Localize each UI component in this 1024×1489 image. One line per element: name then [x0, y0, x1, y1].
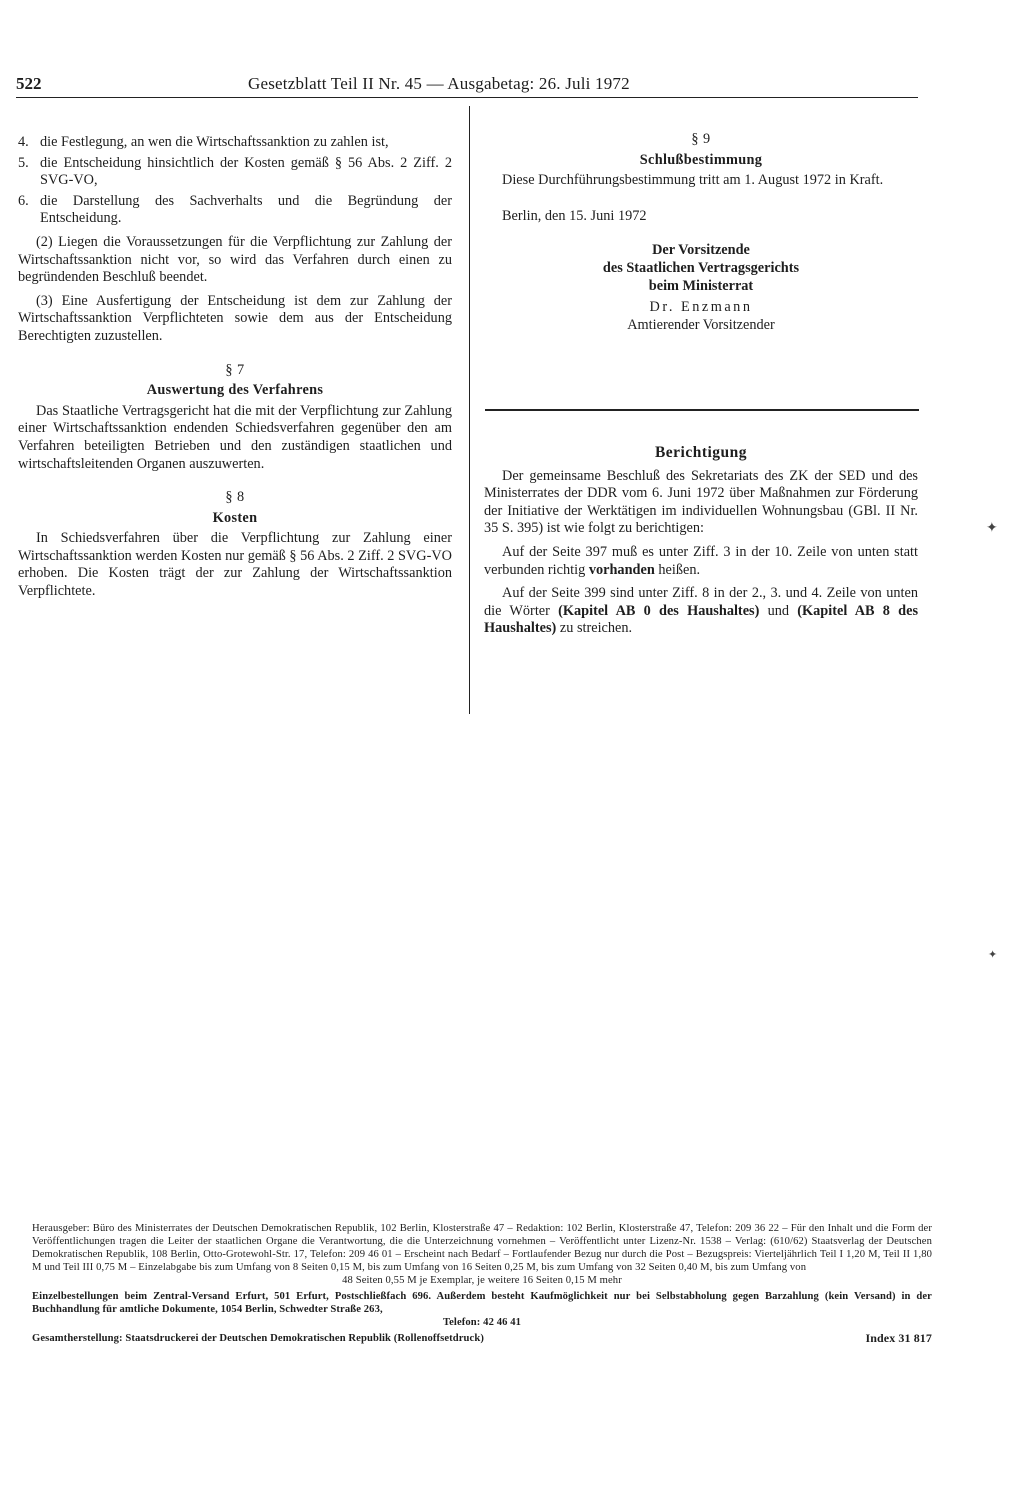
- running-title: Gesetzblatt Teil II Nr. 45 — Ausgabetag: 26. Juli 1972: [248, 74, 630, 93]
- list-item: [18, 134, 452, 152]
- scan-mark: ✦: [986, 521, 998, 536]
- correction-title: Berichtigung: [654, 444, 748, 461]
- section-8-title: Kosten: [212, 509, 258, 526]
- date-line: Berlin, den 15. Juni 1972: [502, 207, 647, 224]
- item-text: die Darstellung des Sachverhalts und die Begründung der Entscheidung.: [40, 192, 452, 227]
- section-7-text: Das Staatliche Vertragsgericht hat die mit der Verpflichtung zur Zahlung einer Wirtschaftssanktion endenden Schiedsverfahren gegenüber den am Verfahren beteiligten Betrieben und den zuständigen staatlichen und wirtschaftsleitenden Organen auszuwerten.: [18, 402, 452, 472]
- index-number: Index 31 817: [865, 1331, 932, 1345]
- column-divider: [469, 106, 470, 714]
- signature-line-1: Der Vorsitzende: [652, 242, 750, 259]
- correction-text: zu streichen.: [559, 620, 633, 637]
- left-column: [18, 134, 452, 607]
- item-text: die Entscheidung hinsichtlich der Kosten gemäß § 56 Abs. 2 Ziff. 2 SVG-VO,: [40, 154, 452, 189]
- signature-line-3: beim Ministerrat: [648, 278, 754, 295]
- correction-text: Auf der Seite 399 sind unter Ziff. 8 in der 2., 3. und 4. Zeile von unten die Wörter: [484, 585, 918, 619]
- correction-notice: [484, 444, 918, 644]
- signatory-name: Dr. Enzmann: [649, 299, 753, 316]
- paragraph-3: (3) Eine Ausfertigung der Entscheidung ist dem zur Zahlung der Wirtschaftssanktion Verpflichteten sowie dem aus der Entscheidung Berechtigten zuzustellen.: [18, 292, 452, 344]
- header-rule: [16, 97, 918, 98]
- signature-line-2: des Staatlichen Vertragsgerichts: [602, 260, 800, 277]
- correction-text: heißen.: [658, 561, 701, 578]
- paragraph-2: (2) Liegen die Voraussetzungen für die Verpflichtung zur Zahlung der Wirtschaftssanktion nicht vor, so wird das Verfahren durch einen zu begründenden Beschluß beendet.: [18, 233, 452, 286]
- item-number: 4.: [18, 134, 29, 150]
- item-number: 6.: [18, 192, 29, 209]
- imprint-footer: [32, 1332, 932, 1345]
- list-item: [18, 155, 452, 190]
- section-rule: [485, 409, 919, 411]
- section-9-title: Schlußbestimmung: [639, 151, 763, 168]
- section-7-title: Auswertung des Verfahrens: [146, 382, 324, 399]
- correction-text: Auf der Seite 397 muß es unter Ziff. 3 in der 10. Zeile von unten statt verbunden richtig: [484, 543, 918, 578]
- section-7-number: § 7: [225, 361, 245, 378]
- correction-item-2: [484, 585, 918, 638]
- correction-bold-phrase: (Kapitel AB 0 des Haushaltes): [558, 602, 760, 619]
- imprint-pricing-tail: 48 Seiten 0,55 M je Exemplar, je weitere 16 Seiten 0,15 M mehr: [342, 1275, 622, 1286]
- section-9-text: Diese Durchführungsbestimmung tritt am 1. August 1972 in Kraft.: [502, 172, 884, 189]
- item-number: 5.: [18, 154, 29, 171]
- correction-intro: Der gemeinsame Beschluß des Sekretariats des ZK der SED und des Ministerrates der DDR vom 6. Juni 1972 über Maßnahmen zur Förderung der Initiative der Werktätigen im individuellen Wohnungsbau (GBl. II Nr. 35 S. 395) ist wie folgt zu berichtigen:: [484, 467, 918, 537]
- imprint-printer: Gesamtherstellung: Staatsdruckerei der Deutschen Demokratischen Republik (Rollenoffsetdruck): [32, 1333, 484, 1344]
- section-8-number: § 8: [225, 489, 245, 506]
- correction-bold-word: vorhanden: [588, 561, 655, 578]
- page-number: 522: [16, 74, 42, 93]
- correction-bold-phrase: (Kapitel AB 8 des Haushaltes): [484, 602, 919, 637]
- right-column: [484, 131, 918, 334]
- item-text: die Festlegung, an wen die Wirtschaftssanktion zu zahlen ist,: [40, 134, 389, 150]
- section-8-text: In Schiedsverfahren über die Verpflichtung zur Zahlung einer Wirtschaftssanktion werden Kosten nur gemäß § 56 Abs. 2 Ziff. 2 SVG-VO erhoben. Die Kosten trägt der zur Zahlung der Wirtschaftssanktion Verpflichtete.: [18, 530, 452, 600]
- imprint-orders: Einzelbestellungen beim Zentral-Versand Erfurt, 501 Erfurt, Postschließfach 696. Außerdem besteht Kaufmöglichkeit nur bei Selbstabholung gegen Barzahlung (kein Versand) in der Buchhandlung für amtliche Dokumente, 1054 Berlin, Schwedter Straße 263,: [32, 1291, 932, 1315]
- section-9-number: § 9: [691, 131, 711, 147]
- correction-item-1: [484, 544, 918, 579]
- signatory-role: Amtierender Vorsitzender: [627, 317, 775, 334]
- imprint-phone: Telefon: 42 46 41: [442, 1317, 522, 1328]
- imprint: [32, 1222, 932, 1345]
- correction-text: und: [767, 602, 790, 619]
- list-item: [18, 193, 452, 228]
- imprint-publisher: Herausgeber: Büro des Ministerrates der Deutschen Demokratischen Republik, 102 Berlin, Klosterstraße 47 – Redaktion: 102 Berlin, Klosterstraße 47, Telefon: 209 36 22 – Für den Inhalt und die Form der Veröffentlichungen tragen die Leiter der staatlichen Organe die Verantwortung, die die Unterzeichnung vornehmen – Veröffentlicht unter Lizenz-Nr. 1538 – Verlag: (610/62) Staatsverlag der Deutschen Demokratischen Republik, 108 Berlin, Otto-Grotewohl-Str. 17, Telefon: 209 46 01 – Erscheint nach Bedarf – Fortlaufender Bezug nur durch die Post – Bezugspreis: Vierteljährlich Teil I 1,20 M, Teil II 1,80 M und Teil III 0,75 M – Einzelabgabe bis zum Umfang von 8 Seiten 0,15 M, bis zum Umfang von 16 Seiten 0,25 M, bis zum Umfang von 32 Seiten 0,40 M, bis zum Umfang von: [32, 1223, 932, 1273]
- scan-mark: ✦: [988, 949, 998, 961]
